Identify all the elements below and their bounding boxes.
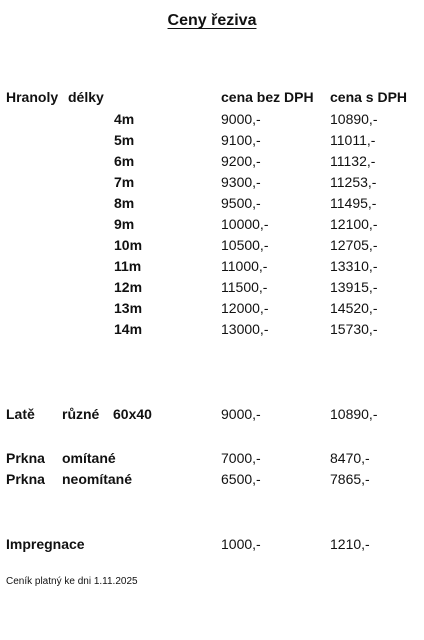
column-header-gross: cena s DPH	[330, 89, 408, 105]
product-label-hranoly: Hranoly	[6, 89, 59, 105]
hranoly-length: 8m	[114, 195, 135, 211]
hranoly-gross-price: 12100,-	[330, 216, 378, 232]
hranoly-gross-price: 11495,-	[330, 195, 377, 211]
hranoly-gross-price: 15730,-	[330, 321, 378, 337]
column-header-net: cena bez DPH	[221, 89, 314, 105]
hranoly-net-price: 9100,-	[221, 132, 261, 148]
hranoly-net-price: 10500,-	[221, 237, 269, 253]
hranoly-gross-price: 12705,-	[330, 237, 378, 253]
late-variant: různé	[62, 406, 100, 422]
late-net-price: 9000,-	[221, 406, 261, 422]
hranoly-length: 13m	[114, 300, 143, 316]
impregnace-name: Impregnace	[6, 536, 85, 552]
hranoly-length: 9m	[114, 216, 135, 232]
prkna-name: Prkna	[6, 450, 45, 466]
prkna-variant: omítané	[62, 450, 116, 466]
prkna-gross-price: 7865,-	[330, 471, 370, 487]
prkna-name: Prkna	[6, 471, 45, 487]
hranoly-length: 6m	[114, 153, 135, 169]
hranoly-gross-price: 13915,-	[330, 279, 378, 295]
hranoly-length: 4m	[114, 111, 135, 127]
hranoly-length: 14m	[114, 321, 143, 337]
hranoly-length: 7m	[114, 174, 135, 190]
hranoly-net-price: 9500,-	[221, 195, 261, 211]
hranoly-net-price: 10000,-	[221, 216, 269, 232]
hranoly-net-price: 13000,-	[221, 321, 269, 337]
hranoly-net-price: 9000,-	[221, 111, 261, 127]
prkna-net-price: 6500,-	[221, 471, 261, 487]
hranoly-net-price: 11000,-	[221, 258, 268, 274]
hranoly-length: 11m	[114, 258, 142, 274]
hranoly-gross-price: 14520,-	[330, 300, 378, 316]
page-title	[0, 12, 424, 30]
hranoly-gross-price: 11253,-	[330, 174, 377, 190]
page-title-text: Ceny řeziva	[167, 12, 257, 29]
prkna-gross-price: 8470,-	[330, 450, 370, 466]
late-gross-price: 10890,-	[330, 406, 378, 422]
impregnace-gross-price: 1210,-	[330, 536, 370, 552]
hranoly-length: 10m	[114, 237, 143, 253]
late-name: Latě	[6, 406, 35, 422]
prkna-net-price: 7000,-	[221, 450, 261, 466]
hranoly-net-price: 9200,-	[221, 153, 261, 169]
prkna-variant: neomítané	[62, 471, 133, 487]
length-label: délky	[68, 89, 104, 105]
hranoly-length: 5m	[114, 132, 135, 148]
late-size: 60x40	[113, 406, 152, 422]
hranoly-length: 12m	[114, 279, 143, 295]
hranoly-gross-price: 11132,-	[330, 153, 376, 169]
impregnace-net-price: 1000,-	[221, 536, 261, 552]
hranoly-net-price: 12000,-	[221, 300, 269, 316]
validity-note: Ceník platný ke dni 1.11.2025	[6, 576, 138, 587]
hranoly-net-price: 11500,-	[221, 279, 268, 295]
hranoly-net-price: 9300,-	[221, 174, 261, 190]
hranoly-gross-price: 11011,-	[330, 132, 376, 148]
hranoly-gross-price: 13310,-	[330, 258, 378, 274]
hranoly-gross-price: 10890,-	[330, 111, 378, 127]
